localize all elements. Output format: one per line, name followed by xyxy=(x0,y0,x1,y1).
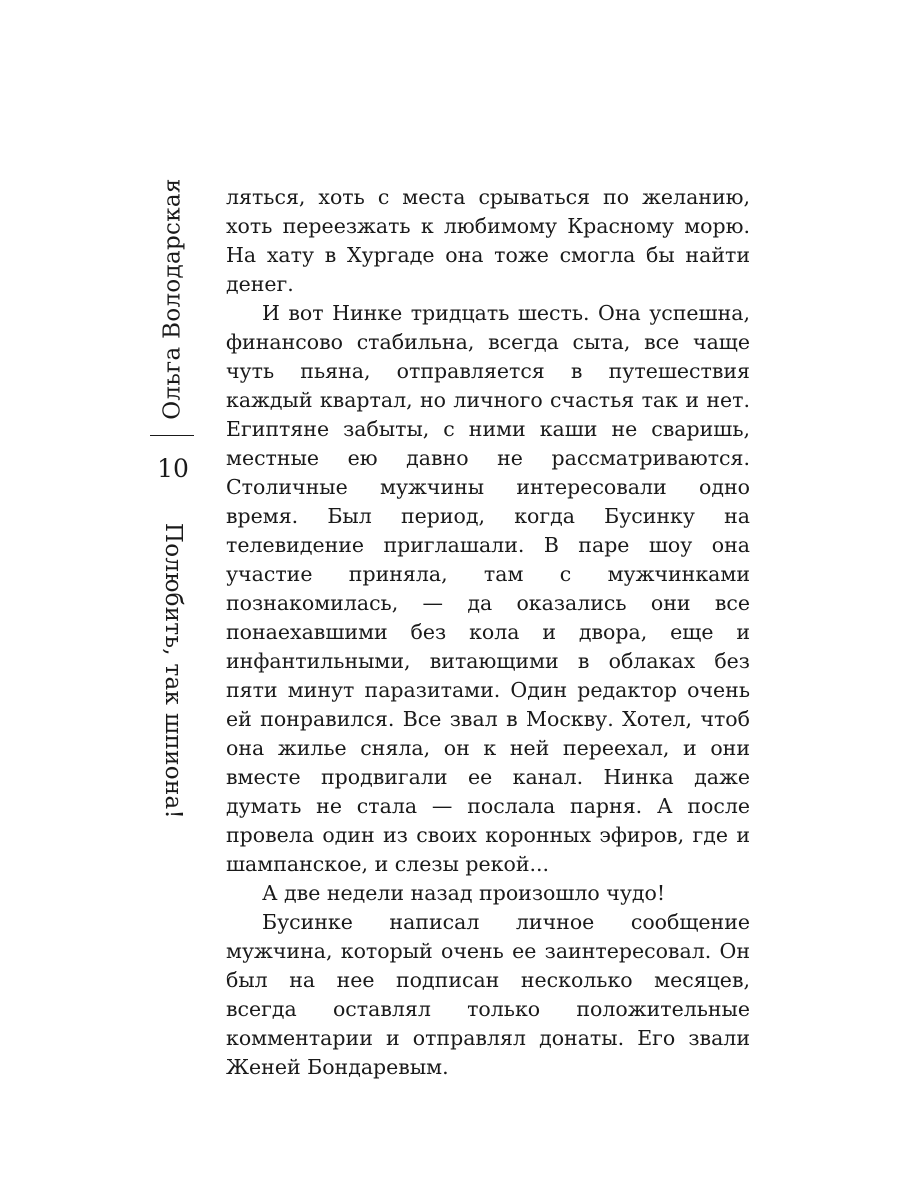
running-header-author xyxy=(148,177,198,420)
paragraph: А две недели назад произошло чудо! xyxy=(262,881,666,905)
paragraph-continued: ляться, хоть с места срываться по желанию, хоть переезжать к любимому Красному морю. На хату в Хургаде она тоже смогла бы найти денег. xyxy=(226,185,750,296)
paragraph: Бусинке написал личное сообщение мужчина, который очень ее заинтересовал. Он был на нее подписан несколько месяцев, всегда оставлял только положительные комментарии и отправлял донаты. Его звали Женей Бондаревым. xyxy=(226,910,750,1079)
paragraph: И вот Нинке тридцать шесть. Она успешна, финансово стабильна, всегда сыта, все чаще чуть пьяна, отправляется в путешествия каждый квартал, но личного счастья так и нет. Египтяне забыты, с ними каши не сваришь, местные ею давно не рассматриваются. Столичные мужчины интересовали одно время. Был период, когда Бусинку на телевидение приглашали. В паре шоу она участие приняла, там с мужчинками познакомилась, — да оказались они все понаехавшими без кола и двора, еще и инфантильными, витающими в облаках без пяти минут паразитами. Один редактор очень ей понравился. Все звал в Москву. Хотел, чтоб она жилье сняла, он к ней переехал, и они вместе продвигали ее канал. Нинка даже думать не стала — послала парня. А после провела один из своих коронных эфиров, где и шампанское, и слезы рекой... xyxy=(226,301,750,876)
book-title: Полюбить, так шпиона! xyxy=(160,522,186,820)
header-divider xyxy=(150,435,194,436)
body-text xyxy=(226,183,750,1082)
running-header-title xyxy=(148,521,198,821)
author-name: Ольга Володарская xyxy=(160,177,187,420)
running-header xyxy=(148,177,198,836)
page-number: 10 xyxy=(157,454,189,483)
